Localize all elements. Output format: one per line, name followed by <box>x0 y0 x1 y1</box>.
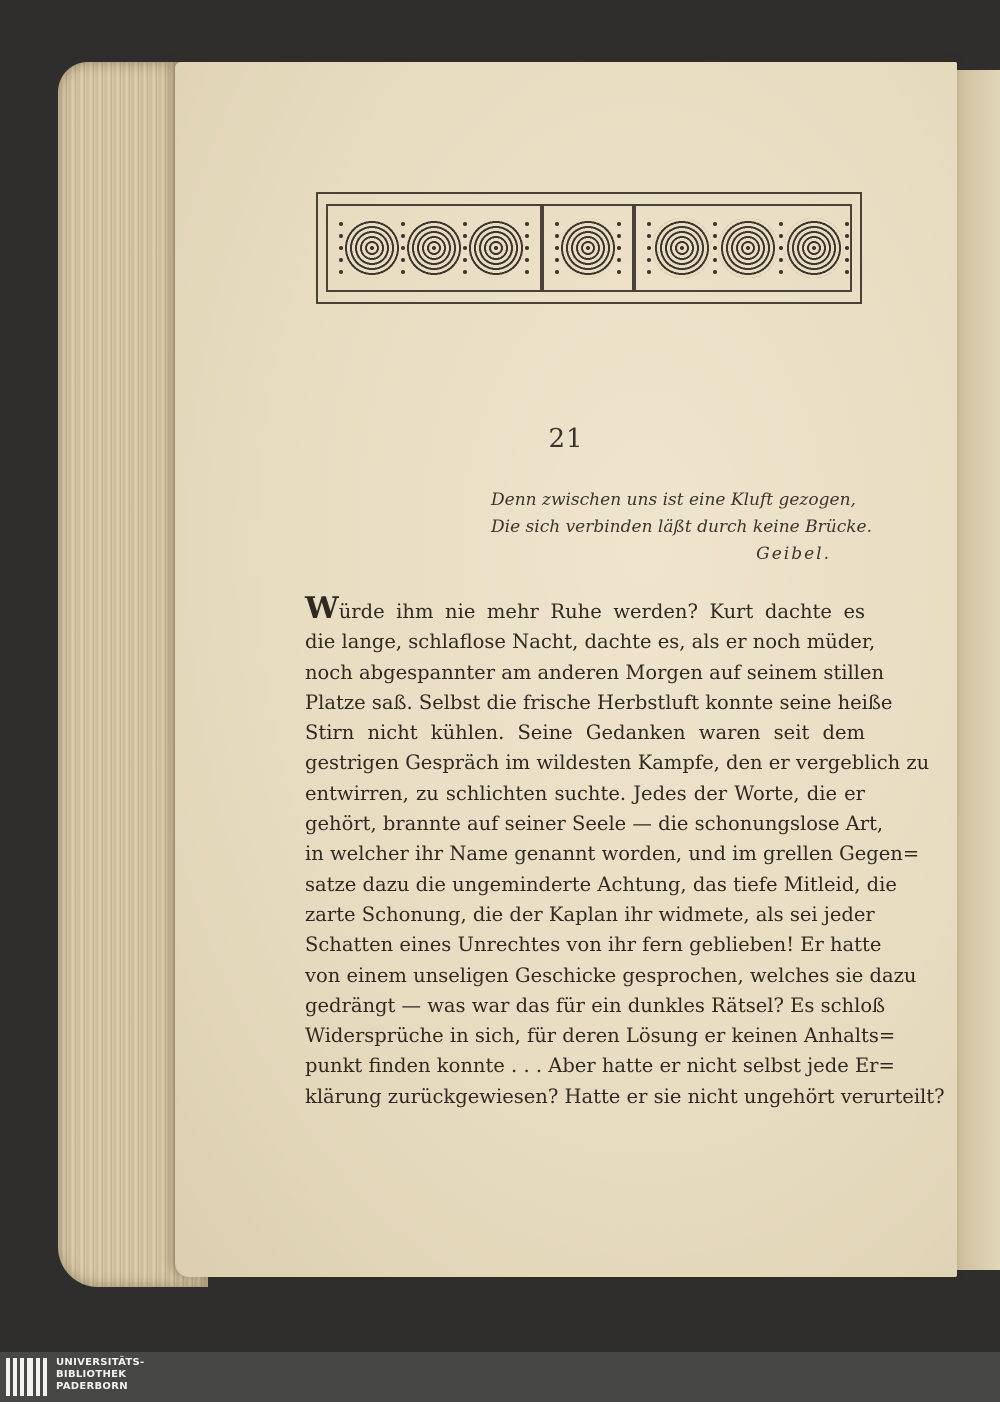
decorative-header-ornament <box>316 192 862 304</box>
body-line: zarte Schonung, die der Kaplan ihr widmete, als sei jeder <box>305 902 875 926</box>
concentric-circle-icon <box>468 218 524 278</box>
body-line: punkt finden konnte . . . Aber hatte er nicht selbst jede Er= <box>305 1054 895 1078</box>
next-page-edge <box>955 70 1000 1270</box>
concentric-circle-icon <box>344 218 400 278</box>
concentric-circle-icon <box>718 218 778 278</box>
body-line: in welcher ihr Name genannt worden, und im grellen Gegen= <box>305 842 920 866</box>
concentric-circle-icon <box>560 218 617 278</box>
book-page <box>175 62 957 1277</box>
body-line: gehört, brannte auf seiner Seele — die schonungslose Art, <box>305 812 884 836</box>
drop-cap: W <box>305 591 339 626</box>
library-name-line: UNIVERSITÄTS- <box>56 1357 145 1368</box>
concentric-circle-icon <box>406 218 462 278</box>
body-line: von einem unseligen Geschicke gesprochen, welches sie dazu <box>305 963 917 987</box>
body-line: Platze saß. Selbst die frische Herbstluft konnte seine heiße <box>305 690 893 714</box>
library-name-line: BIBLIOTHEK <box>56 1369 127 1380</box>
chapter-body-text <box>305 591 945 1112</box>
body-line: klärung zurückgewiesen? Hatte er sie nicht ungehört verurteilt? <box>305 1084 945 1108</box>
epigraph-line: Die sich verbinden läßt durch keine Brücke. <box>491 517 872 537</box>
body-line: satze dazu die ungeminderte Achtung, das tiefe Mitleid, die <box>305 872 897 896</box>
ornament-group-center <box>544 206 632 290</box>
epigraph <box>491 487 872 568</box>
body-line: gedrängt — was war das für ein dunkles Rätsel? Es schloß <box>305 993 886 1017</box>
body-line: Schatten eines Unrechtes von ihr fern geblieben! Er hatte <box>305 933 882 957</box>
body-line: gestrigen Gespräch im wildesten Kampfe, den er vergeblich zu <box>305 751 930 775</box>
ornament-group-left <box>328 206 540 290</box>
body-line-first <box>305 591 865 627</box>
library-name <box>56 1357 145 1393</box>
body-line: entwirren, zu schlichten suchte. Jedes der Worte, die er <box>305 781 865 805</box>
body-line: die lange, schlaflose Nacht, dachte es, als er noch müder, <box>305 630 876 654</box>
concentric-circle-icon <box>784 218 844 278</box>
library-name-line: PADERBORN <box>56 1381 128 1392</box>
epigraph-author: Geibel. <box>756 544 831 564</box>
library-logo-icon <box>6 1358 47 1396</box>
body-line: Stirn nicht kühlen. Seine Gedanken waren seit dem <box>305 721 865 745</box>
body-line-text: ürde ihm nie mehr Ruhe werden? Kurt dachte es <box>338 600 865 623</box>
concentric-circle-icon <box>652 218 712 278</box>
body-line: Widersprüche in sich, für deren Lösung er keinen Anhalts= <box>305 1024 896 1048</box>
chapter-number: 21 <box>548 424 584 454</box>
body-line: noch abgespannter am anderen Morgen auf seinem stillen <box>305 660 885 684</box>
ornament-group-right <box>636 206 860 290</box>
library-footer-bar <box>0 1352 1000 1402</box>
epigraph-line: Denn zwischen uns ist eine Kluft gezogen, <box>491 490 856 510</box>
